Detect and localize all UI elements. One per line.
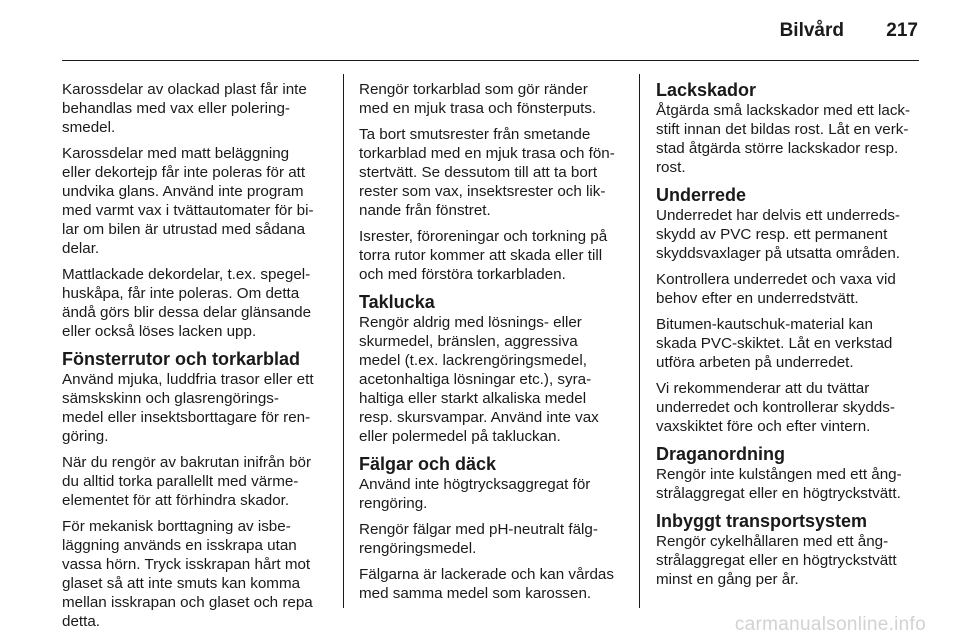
paragraph: Rengör inte kulstången med ett ång- strålaggregat eller en högtryckstvätt. (656, 466, 902, 502)
paragraph: Karossdelar av olackad plast får inte behandlas med vax eller polering- smedel. (62, 81, 307, 136)
paragraph: Mattlackade dekordelar, t.ex. spegel- huskåpa, får inte poleras. Om detta ändå görs blir dessa delar glänsande eller också löses lacken upp. (62, 266, 312, 340)
paragraph: När du rengör av bakrutan inifrån bör du alltid torka parallellt med värme- elementet för att förhindra skador. (62, 454, 312, 509)
paragraph: Bitumen-kautschuk-material kan skada PVC-skiktet. Låt en verkstad utföra arbeten på underredet. (656, 316, 893, 371)
paragraph: Rengör aldrig med lösnings- eller skurmedel, bränslen, aggressiva medel (t.ex. lackrengöringsmedel, acetonhaltiga lösningar etc.), syra- haltiga eller starkt alkaliska medel resp. skursvampar. Använd inte vax eller polermedel på takluckan. (359, 314, 599, 445)
section-heading: Lackskador (656, 80, 757, 100)
paragraph: Rengör torkarblad som gör ränder med en mjuk trasa och fönsterputs. (359, 81, 597, 117)
page-header (0, 0, 960, 62)
paragraph: Ta bort smutsrester från smetande torkarblad med en mjuk trasa och fön- stertvätt. Se dessutom till att ta bort rester som vax, insektsrester och lik- nande från fönstret. (359, 126, 615, 219)
paragraph: Vi rekommenderar att du tvättar underredet och kontrollerar skydds- vaxskiktet före och efter vintern. (656, 380, 895, 435)
section-heading: Taklucka (359, 292, 435, 312)
paragraph: Karossdelar med matt beläggning eller dekortejp får inte poleras för att undvika glans. Använd inte program med varmt vax i tvättautomater för bi- lar om bilen är utrustad med sådana delar. (62, 145, 314, 257)
paragraph: Rengör fälgar med pH-neutralt fälg- rengöringsmedel. (359, 521, 598, 557)
paragraph: Isrester, föroreningar och torkning på torra rutor kommer att skada eller till och med förstöra torkarbladen. (359, 228, 608, 283)
section-heading: Fälgar och däck (359, 454, 497, 474)
text-column-1 (62, 80, 328, 638)
section-heading: Inbyggt transportsystem (656, 511, 868, 531)
paragraph: För mekanisk borttagning av isbe- läggning används en isskrapa utan vassa hörn. Tryck isskrapan hårt mot glaset så att inte smuts kan komma mellan isskrapan och glaset och repa detta. (62, 518, 313, 630)
paragraph: Rengör cykelhållaren med ett ång- strålaggregat eller en högtryckstvätt minst en gång per år. (656, 533, 897, 588)
paragraph: Använd inte högtrycksaggregat för rengöring. (359, 476, 591, 512)
watermark: carmanualsonline.info (734, 614, 926, 635)
text-column-2 (359, 80, 625, 610)
page-number: 217 (886, 20, 918, 41)
column-divider-2 (639, 74, 640, 608)
column-divider-1 (343, 74, 344, 608)
header-divider (62, 60, 919, 61)
paragraph: Fälgarna är lackerade och kan vårdas med samma medel som karossen. (359, 566, 614, 602)
section-heading: Underrede (656, 185, 747, 205)
paragraph: Underredet har delvis ett underreds- skydd av PVC resp. ett permanent skyddsvaxlager på utsatta områden. (656, 207, 900, 262)
text-column-3 (656, 80, 922, 596)
paragraph: Använd mjuka, luddfria trasor eller ett sämskskinn och glasrengörings- medel eller insektsborttagare för ren- göring. (62, 371, 314, 445)
paragraph: Åtgärda små lackskador med ett lack- stift innan det bildas rost. Låt en verk- stad åtgärda större lackskador resp. rost. (656, 102, 911, 176)
section-heading: Fönsterrutor och torkarblad (62, 349, 301, 369)
page-title: Bilvård (779, 20, 844, 41)
paragraph: Kontrollera underredet och vaxa vid behov efter en underredstvätt. (656, 271, 896, 307)
section-heading: Draganordning (656, 444, 785, 464)
